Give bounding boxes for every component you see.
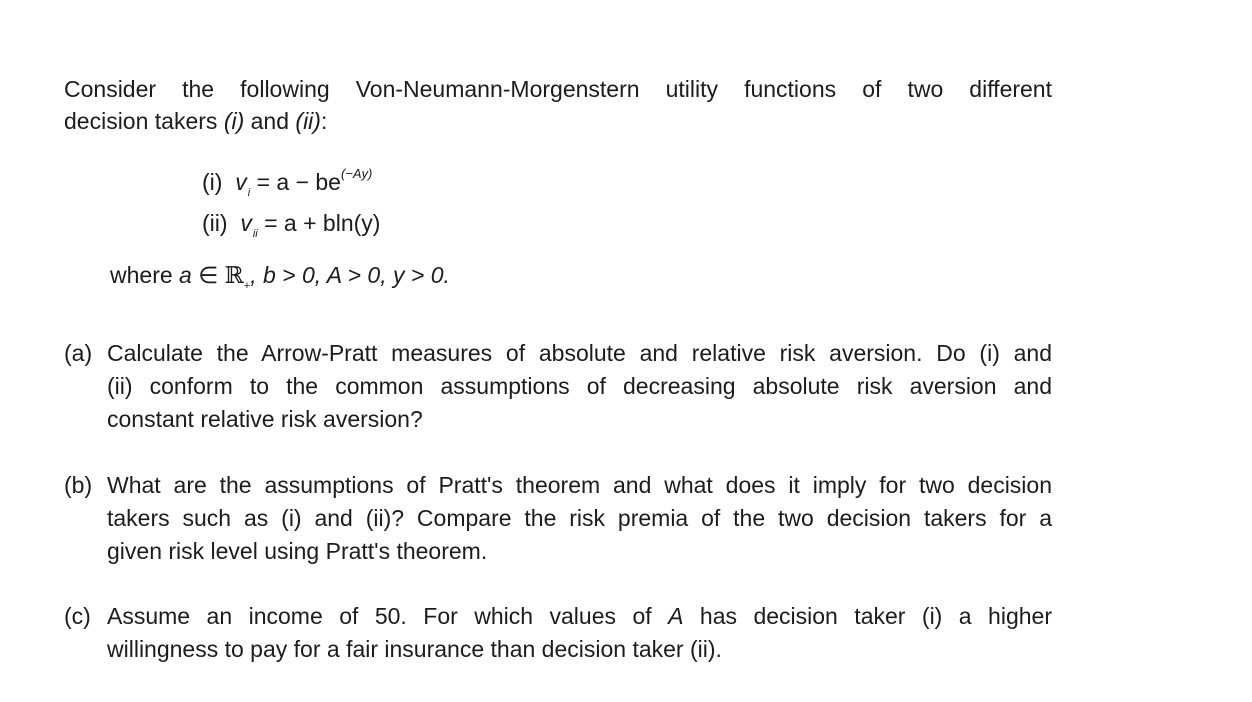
where-conditions: , b > 0, A > 0, y > 0.: [250, 262, 450, 288]
formula-ii-sub: ii: [252, 228, 258, 240]
where-clause: [110, 262, 450, 292]
question-a-line-2: (ii) conform to the common assumptions of decreasing absolute risk aversion and: [107, 373, 1052, 399]
question-c-line-1: [107, 600, 1052, 633]
formula-ii-label: (ii): [202, 210, 228, 236]
where-word: where: [110, 262, 173, 288]
formula-i-label: (i): [202, 169, 223, 195]
formula-i-exponent: (−Ay): [340, 166, 373, 181]
intro-ref-ii: (ii): [295, 108, 321, 134]
intro-line-1: Consider the following Von-Neumann-Morgenstern utility functions of two different: [64, 76, 1052, 102]
question-b-line-2: takers such as (i) and (ii)? Compare the risk premia of the two decision takers for a: [107, 505, 1052, 531]
intro-ref-i: (i): [223, 108, 245, 134]
reals-plus-sub: +: [243, 280, 251, 292]
formula-i-rhs: = a − be: [256, 169, 341, 195]
question-a-label: (a): [64, 340, 93, 366]
intro-line-2: [64, 105, 1052, 137]
reals-symbol: ℝ: [224, 263, 244, 289]
question-c-line-1-post: has decision taker (i) a higher: [683, 603, 1052, 629]
intro-paragraph: [64, 73, 1052, 137]
where-a-in: a ∈: [179, 262, 225, 288]
question-c-var-a: A: [668, 603, 684, 629]
formula-i-var: v: [235, 169, 248, 195]
question-b: [64, 469, 1052, 568]
intro-line-2-text: decision takers: [64, 108, 224, 134]
question-b-label: (b): [64, 472, 93, 498]
question-a-line-1: Calculate the Arrow-Pratt measures of absolute and relative risk aversion. Do (i) and: [107, 340, 1052, 366]
formula-ii: [202, 210, 380, 240]
question-b-line-3: given risk level using Pratt's theorem.: [107, 538, 488, 564]
formula-ii-var: v: [240, 210, 253, 236]
intro-and: and: [244, 108, 296, 134]
question-c-label: (c): [64, 603, 91, 629]
intro-colon: :: [320, 108, 328, 134]
question-b-line-1: What are the assumptions of Pratt's theorem and what does it imply for two decision: [107, 472, 1052, 498]
formula-i-sub: i: [247, 187, 251, 199]
question-a-line-3: constant relative risk aversion?: [107, 406, 423, 432]
question-c-line-1-pre: Assume an income of 50. For which values of: [107, 603, 669, 629]
formula-ii-rhs: = a + bln(y): [264, 210, 381, 236]
formula-i: [202, 166, 372, 199]
question-c-line-2: willingness to pay for a fair insurance than decision taker (ii).: [107, 636, 722, 662]
question-a: [64, 337, 1052, 436]
question-c: [64, 600, 1052, 666]
